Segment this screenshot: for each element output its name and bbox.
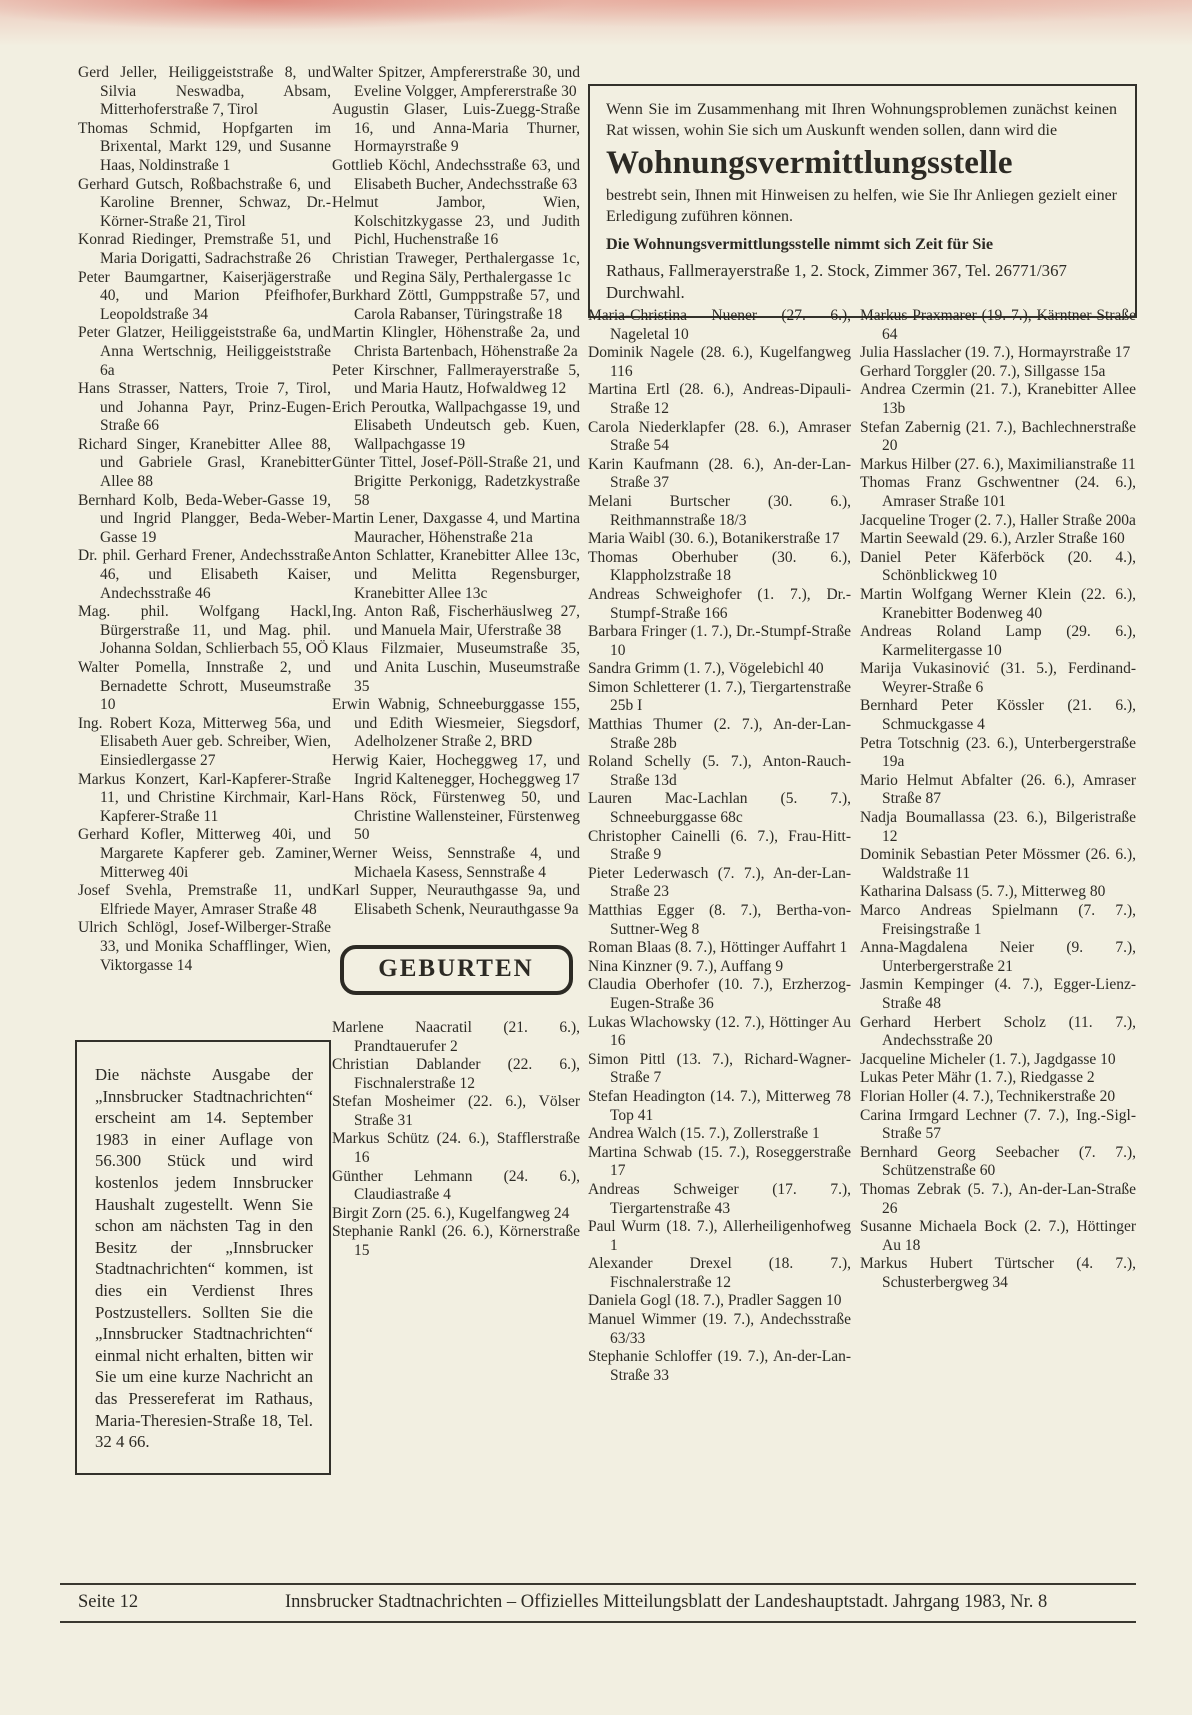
marriage-entry: Ulrich Schlögl, Josef-Wilberger-Straße 33, und Monika Schafflinger, Wien, Viktorgasse 14 [78, 919, 331, 974]
birth-entry: Thomas Oberhuber (30. 6.), Klappholzstraße 18 [588, 548, 851, 585]
marriage-entry: Thomas Schmid, Hopfgarten im Brixental, Markt 129, und Susanne Haas, Noldinstraße 1 [78, 119, 331, 174]
birth-entry: Jasmin Kempinger (4. 7.), Egger-Lienz-Straße 48 [860, 976, 1136, 1012]
footer-issue-line: Innsbrucker Stadtnachrichten – Offizielles Mitteilungsblatt der Landeshauptstadt. Jahrgang 1983, Nr. 8 [285, 1592, 1048, 1612]
marriage-entry: Ing. Robert Koza, Mitterweg 56a, und Elisabeth Auer geb. Schreiber, Wien, Einsiedlergasse 27 [78, 714, 331, 769]
birth-entry: Marlene Naacratil (21. 6.), Prandtauerufer 2 [332, 1018, 580, 1055]
birth-entry: Thomas Franz Gschwentner (24. 6.), Amraser Straße 101 [860, 474, 1136, 510]
birth-entry: Marco Andreas Spielmann (7. 7.), Freisingstraße 1 [860, 902, 1136, 938]
birth-entry-list [860, 307, 1136, 1292]
birth-entry: Dominik Nagele (28. 6.), Kugelfangweg 116 [588, 344, 851, 380]
birth-entry: Martin Seewald (29. 6.), Arzler Straße 160 [860, 530, 1125, 548]
birth-entry: Melani Burtscher (30. 6.), Reithmannstraße 18/3 [588, 492, 851, 529]
birth-entry: Roland Schelly (5. 7.), Anton-Rauch-Straße 13d [588, 753, 851, 789]
birth-entry: Markus Hubert Türtscher (4. 7.), Schusterbergweg 34 [860, 1255, 1136, 1291]
birth-entry: Birgit Zorn (25. 6.), Kugelfangweg 24 [332, 1204, 570, 1222]
birth-entry: Maria-Christina Nuener (27. 6.), Nageletal 10 [588, 307, 851, 343]
housing-office-headline: Wohnungsvermittlungsstelle [606, 145, 1013, 181]
birth-entry: Andreas Schweiger (17. 7.), Tiergartenstraße 43 [588, 1180, 851, 1217]
birth-entry: Daniel Peter Käferböck (20. 4.), Schönblickweg 10 [860, 548, 1136, 585]
marriage-entry: Josef Svehla, Premstraße 11, und Elfriede Mayer, Amraser Straße 48 [78, 882, 331, 918]
births-section-title: GEBURTEN [378, 955, 534, 983]
birth-entry: Lauren Mac-Lachlan (5. 7.), Schneeburggasse 68c [588, 790, 851, 827]
birth-entry-list [588, 307, 851, 1385]
marriage-entry: Herwig Kaier, Hocheggweg 17, und Ingrid Kaltenegger, Hocheggweg 17 [332, 751, 580, 788]
marriage-entry: Klaus Filzmaier, Museumstraße 35, und Anita Luschin, Museumstraße 35 [332, 640, 580, 695]
birth-entry: Martina Ertl (28. 6.), Andreas-Dipauli-Straße 12 [588, 381, 851, 417]
next-issue-notice-text: Die nächste Ausgabe der „Innsbrucker Stadtnachrichten“ erscheint am 14. September 1983 in einer Auflage von 56.300 Stück und wird kostenlos jedem Innsbrucker Haushalt zugestellt. Wenn Sie schon am nächsten Tag in den Besitz der „Innsbrucker Stadtnachrichten“ kommen, ist dies ein Verdienst Ihres Postzustellers. Sollten Sie die „Innsbrucker Stadtnachrichten“ einmal nicht erhalten, bitten wir Sie um eine kurze Nachricht an das Pressereferat im Rathaus, Maria-Theresien-Straße 18, Tel. 32 4 66. [95, 1065, 313, 1452]
marriage-entry: Markus Konzert, Karl-Kapferer-Straße 11, und Christine Kirchmair, Karl-Kapferer-Straße 11 [78, 770, 331, 825]
marriage-entry: Burkhard Zöttl, Gumppstraße 57, und Carola Rabanser, Türingstraße 18 [332, 287, 580, 323]
births-column-3 [588, 307, 851, 1385]
birth-entry: Carola Niederklapfer (28. 6.), Amraser Straße 54 [588, 418, 851, 455]
birth-entry: Lukas Wlachowsky (12. 7.), Höttinger Au 16 [588, 1013, 851, 1050]
birth-entry: Andreas Schweighofer (1. 7.), Dr.-Stumpf-Straße 166 [588, 585, 851, 622]
birth-entry: Bernhard Georg Seebacher (7. 7.), Schützenstraße 60 [860, 1143, 1136, 1180]
housing-office-intro: Wenn Sie im Zusammenhang mit Ihren Wohnungsproblemen zunächst keinen Rat wissen, wohin Sie sich um Auskunft wenden sollen, dann wird die [606, 101, 1117, 139]
marriage-entry: Konrad Riedinger, Premstraße 51, und Maria Dorigatti, Sadrachstraße 26 [78, 231, 331, 267]
birth-entry: Dominik Sebastian Peter Mössmer (26. 6.), Waldstraße 11 [860, 846, 1136, 882]
birth-entry: Anna-Magdalena Neier (9. 7.), Unterbergerstraße 21 [860, 939, 1136, 975]
footer-top-rule [60, 1583, 1136, 1585]
birth-entry: Mario Helmut Abfalter (26. 6.), Amraser Straße 87 [860, 771, 1136, 808]
marriage-entry: Günter Tittel, Josef-Pöll-Straße 21, und Brigitte Perkonigg, Radetzkystraße 58 [332, 454, 580, 509]
marriage-entry: Erich Peroutka, Wallpachgasse 19, und Elisabeth Undeutsch geb. Kuen, Wallpachgasse 19 [332, 398, 580, 453]
birth-entry: Manuel Wimmer (19. 7.), Andechsstraße 63/33 [588, 1311, 851, 1347]
marriage-entry-list [78, 64, 331, 975]
scan-artifact-band [0, 0, 1192, 46]
birth-entry: Lukas Peter Mähr (1. 7.), Riedgasse 2 [860, 1069, 1095, 1087]
marriage-entry: Peter Kirschner, Fallmerayerstraße 5, und Maria Hautz, Hofwaldweg 12 [332, 361, 580, 398]
birth-entry: Matthias Egger (8. 7.), Bertha-von-Suttner-Weg 8 [588, 902, 851, 938]
birth-entry: Martina Schwab (15. 7.), Roseggerstraße 17 [588, 1143, 851, 1180]
marriage-entry: Augustin Glaser, Luis-Zuegg-Straße 16, und Anna-Maria Thurner, Hormayrstraße 9 [332, 101, 580, 156]
housing-office-box [588, 84, 1137, 318]
birth-entry: Markus Hilber (27. 6.), Maximilianstraße 11 [860, 455, 1136, 473]
housing-office-slogan: Die Wohnungsvermittlungsstelle nimmt sich Zeit für Sie [606, 235, 994, 253]
marriage-entry: Martin Lener, Daxgasse 4, und Martina Mauracher, Höhenstraße 21a [332, 510, 580, 546]
birth-entry: Paul Wurm (18. 7.), Allerheiligenhofweg 1 [588, 1218, 851, 1254]
marriage-entry: Walter Spitzer, Ampfererstraße 30, und Eveline Volgger, Ampfererstraße 30 [332, 64, 580, 100]
marriage-entry: Erwin Wabnig, Schneeburggasse 155, und Edith Wiesmeier, Siegsdorf, Adelholzener Straße 2, BRD [332, 696, 580, 751]
birth-entry: Jacqueline Micheler (1. 7.), Jagdgasse 10 [860, 1050, 1116, 1068]
marriage-entry: Ing. Anton Raß, Fischerhäuslweg 27, und Manuela Mair, Uferstraße 38 [332, 603, 580, 639]
birth-entry: Barbara Fringer (1. 7.), Dr.-Stumpf-Straße 10 [588, 623, 851, 659]
birth-entry: Claudia Oberhofer (10. 7.), Erzherzog-Eugen-Straße 36 [588, 976, 851, 1012]
birth-entry: Karin Kaufmann (28. 6.), An-der-Lan-Straße 37 [588, 455, 851, 492]
birth-entry: Pieter Lederwasch (7. 7.), An-der-Lan-Straße 23 [588, 864, 851, 901]
birth-entry: Stefan Headington (14. 7.), Mitterweg 78 Top 41 [588, 1087, 851, 1124]
birth-entry: Roman Blaas (8. 7.), Höttinger Auffahrt 1 [588, 939, 848, 957]
births-section-header [340, 945, 573, 995]
marriage-entry: Peter Glatzer, Heiliggeiststraße 6a, und Anna Wertschnig, Heiliggeiststraße 6a [78, 324, 331, 379]
marriage-entry: Gerhard Gutsch, Roßbachstraße 6, und Karoline Brenner, Schwaz, Dr.-Körner-Straße 21, Tirol [78, 175, 331, 230]
marriage-entry: Richard Singer, Kranebitter Allee 88, und Gabriele Grasl, Kranebitter Allee 88 [78, 435, 331, 491]
next-issue-notice-box [75, 1040, 331, 1475]
marriage-entry: Hans Röck, Fürstenweg 50, und Christine Wallensteiner, Fürstenweg 50 [332, 789, 580, 844]
birth-entry: Simon Pittl (13. 7.), Richard-Wagner-Straße 7 [588, 1050, 851, 1087]
housing-office-body: bestrebt sein, Ihnen mit Hinweisen zu helfen, wie Sie Ihr Anliegen gezielt einer Erledigung zuführen können. [606, 187, 1117, 225]
marriages-column-1 [78, 64, 331, 975]
footer-page-number: Seite 12 [78, 1592, 139, 1612]
footer-bottom-rule [60, 1621, 1136, 1623]
birth-entry: Bernhard Peter Kössler (21. 6.), Schmuckgasse 4 [860, 697, 1136, 734]
birth-entry: Sandra Grimm (1. 7.), Vögelebichl 40 [588, 660, 824, 678]
birth-entry: Matthias Thumer (2. 7.), An-der-Lan-Straße 28b [588, 716, 851, 752]
marriage-entry: Gottlieb Köchl, Andechsstraße 63, und Elisabeth Bucher, Andechsstraße 63 [332, 156, 580, 193]
birth-entry: Nadja Boumallassa (23. 6.), Bilgeristraße 12 [860, 809, 1136, 845]
marriage-entry-list [332, 64, 580, 919]
birth-entry: Andrea Walch (15. 7.), Zollerstraße 1 [588, 1125, 820, 1143]
birth-entry: Daniela Gogl (18. 7.), Pradler Saggen 10 [588, 1292, 842, 1310]
birth-entry: Markus Praxmarer (19. 7.), Kärntner Straße 64 [860, 307, 1136, 343]
birth-entry: Günther Lehmann (24. 6.), Claudiastraße 4 [332, 1167, 580, 1204]
marriage-entry: Martin Klingler, Höhenstraße 2a, und Christa Bartenbach, Höhenstraße 2a [332, 324, 580, 360]
marriage-entry: Christian Traweger, Perthalergasse 1c, und Regina Säly, Perthalergasse 1c [332, 249, 580, 286]
birth-entry: Katharina Dalsass (5. 7.), Mitterweg 80 [860, 883, 1106, 901]
births-column-4 [860, 307, 1136, 1292]
birth-entry: Stefan Zabernig (21. 7.), Bachlechnerstraße 20 [860, 418, 1136, 455]
marriage-entry: Walter Pomella, Innstraße 2, und Bernadette Schrott, Museumstraße 10 [78, 659, 331, 714]
birth-entry: Julia Hasslacher (19. 7.), Hormayrstraße 17 [860, 344, 1131, 362]
marriage-entry: Gerd Jeller, Heiliggeiststraße 8, und Silvia Neswadba, Absam, Mitterhoferstraße 7, Tirol [78, 64, 331, 119]
birth-entry: Maria Waibl (30. 6.), Botanikerstraße 17 [588, 530, 840, 548]
birth-entry: Florian Holler (4. 7.), Technikerstraße 20 [860, 1087, 1116, 1105]
marriage-entry: Gerhard Kofler, Mitterweg 40i, und Margarete Kapferer geb. Zaminer, Mitterweg 40i [78, 826, 331, 881]
birth-entry: Gerhard Herbert Scholz (11. 7.), Andechsstraße 20 [860, 1013, 1136, 1050]
birth-entry: Andreas Roland Lamp (29. 6.), Karmelitergasse 10 [860, 623, 1136, 659]
marriage-entry: Helmut Jambor, Wien, Kolschitzkygasse 23, und Judith Pichl, Huchenstraße 16 [332, 194, 580, 249]
birth-entry: Alexander Drexel (18. 7.), Fischnalerstraße 12 [588, 1255, 851, 1291]
marriage-entry: Dr. phil. Gerhard Frener, Andechsstraße 46, und Elisabeth Kaiser, Andechsstraße 46 [78, 547, 331, 602]
birth-entry: Stephanie Schloffer (19. 7.), An-der-Lan-Straße 33 [588, 1348, 851, 1384]
marriage-entry: Karl Supper, Neurauthgasse 9a, und Elisabeth Schenk, Neurauthgasse 9a [332, 882, 580, 918]
birth-entry: Petra Totschnig (23. 6.), Unterbergerstraße 19a [860, 734, 1136, 771]
marriage-entry: Anton Schlatter, Kranebitter Allee 13c, und Melitta Regensburger, Kranebitter Allee 13c [332, 547, 580, 602]
birth-entry: Marija Vukasinović (31. 5.), Ferdinand-Weyrer-Straße 6 [860, 660, 1136, 696]
birth-entry: Markus Schütz (24. 6.), Stafflerstraße 16 [332, 1130, 580, 1167]
birth-entry: Carina Irmgard Lechner (7. 7.), Ing.-Sigl-Straße 57 [860, 1106, 1136, 1143]
marriages-column-2 [332, 64, 580, 1261]
marriage-entry: Bernhard Kolb, Beda-Weber-Gasse 19, und Ingrid Plangger, Beda-Weber-Gasse 19 [78, 491, 331, 546]
birth-entry: Christian Dablander (22. 6.), Fischnalerstraße 12 [332, 1056, 580, 1092]
birth-entry: Andrea Czermin (21. 7.), Kranebitter Allee 13b [860, 381, 1136, 417]
birth-entry: Stefan Mosheimer (22. 6.), Völser Straße 31 [332, 1093, 580, 1129]
housing-office-address: Rathaus, Fallmerayerstraße 1, 2. Stock, Zimmer 367, Tel. 26771/367 Durchwahl. [606, 261, 1067, 302]
birth-entry: Simon Schletterer (1. 7.), Tiergartenstraße 25b I [588, 678, 851, 715]
birth-entry: Gerhard Torggler (20. 7.), Sillgasse 15a [860, 362, 1106, 380]
birth-entry: Jacqueline Troger (2. 7.), Haller Straße 200a [860, 511, 1136, 529]
birth-entry: Susanne Michaela Bock (2. 7.), Höttinger Au 18 [860, 1218, 1136, 1254]
marriage-entry: Hans Strasser, Natters, Troie 7, Tirol, und Johanna Payr, Prinz-Eugen-Straße 66 [78, 380, 331, 435]
birth-entry: Stephanie Rankl (26. 6.), Körnerstraße 15 [332, 1223, 580, 1260]
marriage-entry: Werner Weiss, Sennstraße 4, und Michaela Kasess, Sennstraße 4 [332, 844, 580, 881]
birth-entry-list [332, 1019, 580, 1261]
birth-entry: Thomas Zebrak (5. 7.), An-der-Lan-Straße 26 [860, 1180, 1136, 1217]
birth-entry: Christopher Cainelli (6. 7.), Frau-Hitt-Straße 9 [588, 827, 851, 864]
marriage-entry: Peter Baumgartner, Kaiserjägerstraße 40, und Marion Pfeifhofer, Leopoldstraße 34 [78, 268, 331, 323]
birth-entry: Nina Kinzner (9. 7.), Auffang 9 [588, 957, 784, 975]
marriage-entry: Mag. phil. Wolfgang Hackl, Bürgerstraße 11, und Mag. phil. Johanna Soldan, Schlierbach 55, OÖ [78, 603, 331, 658]
birth-entry: Martin Wolfgang Werner Klein (22. 6.), Kranebitter Bodenweg 40 [860, 585, 1136, 622]
